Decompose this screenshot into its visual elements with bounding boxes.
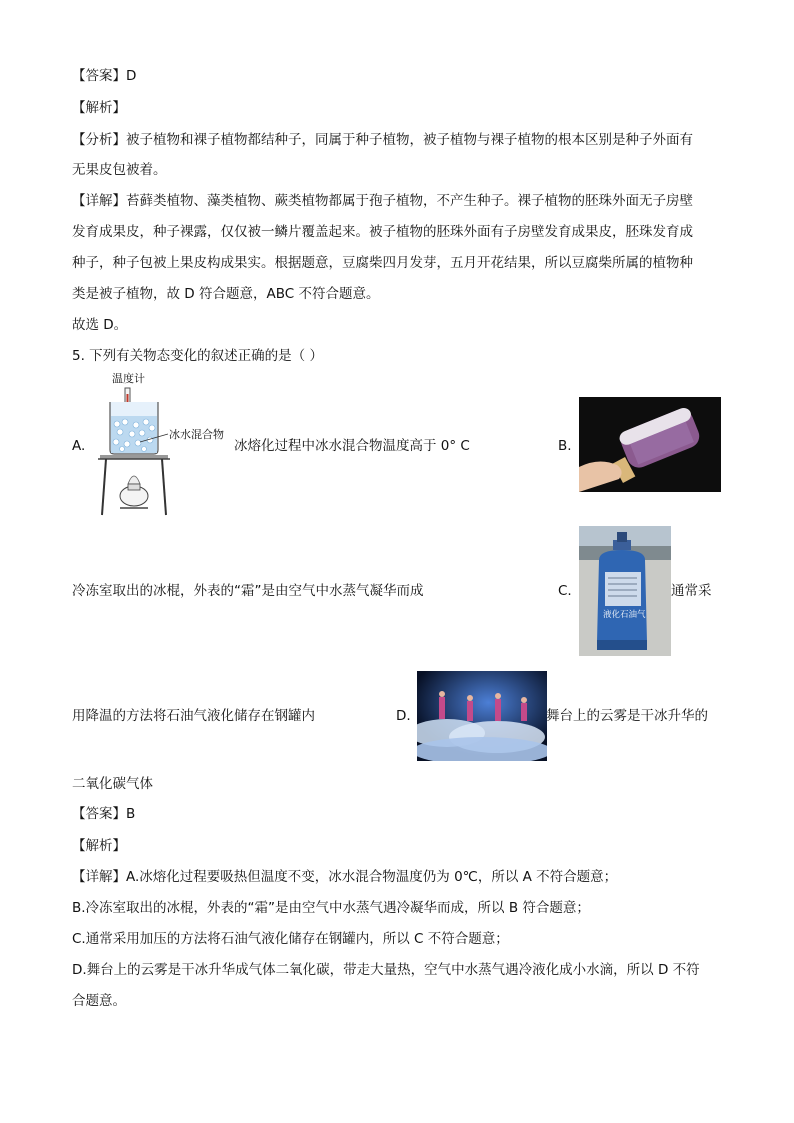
option-a-text: 冰熔化过程中冰水混合物温度高于 0° C bbox=[234, 438, 470, 454]
option-b-photo-popsicle bbox=[579, 397, 721, 492]
solution-detail-d-line-2: 合题意。 bbox=[72, 993, 126, 1009]
solution-detail-c: C.通常采用加压的方法将石油气液化储存在钢罐内，所以 C 不符合题意； bbox=[72, 931, 509, 947]
lpg-tank-image bbox=[579, 526, 671, 656]
option-d-label: D. bbox=[396, 708, 411, 724]
option-d-photo-stage-fog bbox=[417, 671, 547, 761]
tank-label-text: 液化石油气 bbox=[603, 610, 646, 620]
option-d-text-2: 二氧化碳气体 bbox=[72, 776, 153, 792]
thermometer-label: 温度计 bbox=[112, 372, 145, 385]
prev-analysis-line-1: 【分析】被子植物和裸子植物都结种子，同属于种子植物，被子植物与裸子植物的根本区别是种子外面有 bbox=[72, 132, 693, 148]
prev-answer: 【答案】D bbox=[72, 68, 137, 84]
stage-fog-image bbox=[417, 671, 547, 761]
solution-detail-a: 【详解】A.冰熔化过程要吸热但温度不变，冰水混合物温度仍为 0℃，所以 A 不符合题意； bbox=[72, 869, 618, 885]
solution-detail-b: B.冷冻室取出的冰棍，外表的“霜”是由空气中水蒸气遇冷凝华而成，所以 B 符合题意； bbox=[72, 900, 590, 916]
solution-answer: 【答案】B bbox=[72, 806, 136, 822]
option-c-text-2: 用降温的方法将石油气液化储存在钢罐内 bbox=[72, 708, 315, 724]
option-a-figure bbox=[92, 372, 242, 520]
prev-detail-line-3: 种子，种子包被上果皮构成果实。根据题意，豆腐柴四月发芽，五月开花结果，所以豆腐柴所属的植物种 bbox=[72, 255, 693, 271]
prev-detail-line-2: 发育成果皮，种子裸露，仅仅被一鳞片覆盖起来。被子植物的胚珠外面有子房壁发育成果皮，胚珠发育成 bbox=[72, 224, 693, 240]
question-stem: 5. 下列有关物态变化的叙述正确的是（ ） bbox=[72, 348, 323, 364]
prev-detail-line-4: 类是被子植物，故 D 符合题意，ABC 不符合题意。 bbox=[72, 286, 380, 302]
option-c-label: C. bbox=[558, 583, 572, 599]
popsicle-image bbox=[579, 397, 721, 492]
prev-conclusion: 故选 D。 bbox=[72, 317, 128, 333]
option-b-text: 冷冻室取出的冰棍，外表的“霜”是由空气中水蒸气凝华而成 bbox=[72, 583, 424, 599]
option-a-label: A. bbox=[72, 438, 86, 454]
option-d-text-1: 舞台上的云雾是干冰升华的 bbox=[546, 708, 708, 724]
prev-analysis-heading: 【解析】 bbox=[72, 100, 126, 116]
option-b-label: B. bbox=[558, 438, 572, 454]
solution-analysis-heading: 【解析】 bbox=[72, 838, 126, 854]
option-c-text-1: 通常采 bbox=[671, 583, 712, 599]
option-c-photo-gas-tank bbox=[579, 526, 671, 656]
prev-detail-line-1: 【详解】苔藓类植物、藻类植物、蕨类植物都属于孢子植物，不产生种子。裸子植物的胚珠外面无子房壁 bbox=[72, 193, 693, 209]
prev-analysis-line-2: 无果皮包被着。 bbox=[72, 162, 167, 178]
beaker-heating-diagram bbox=[92, 372, 242, 520]
ice-water-label: 冰水混合物 bbox=[169, 428, 224, 441]
solution-detail-d-line-1: D.舞台上的云雾是干冰升华成气体二氧化碳，带走大量热，空气中水蒸气遇冷液化成小水滴，所以 D 不符 bbox=[72, 962, 700, 978]
